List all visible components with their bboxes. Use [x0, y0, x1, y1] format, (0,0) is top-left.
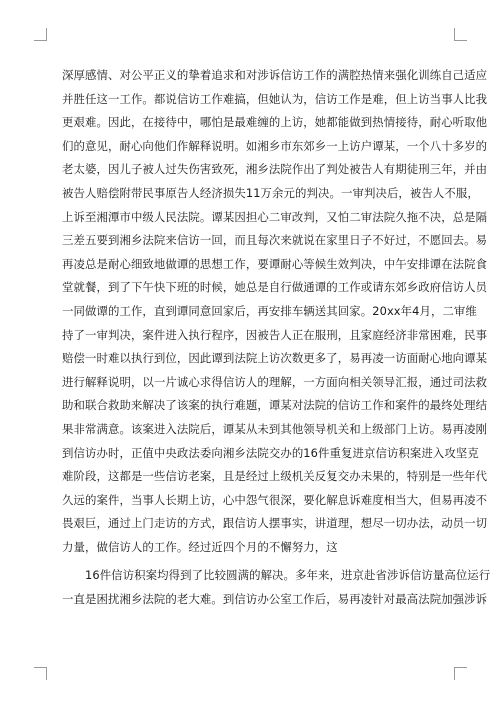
text-line: 一直是困扰湘乡法院的老大难。到信访办公室工作后，易再凌针对最高法院加强涉诉: [62, 592, 488, 607]
body-text: [62, 64, 491, 612]
paragraph-1: [62, 64, 488, 559]
text-line: 更艰难。因此，在接待中，哪怕是最难缠的上访，她都能做到热情接待，耐心听取他: [62, 115, 488, 130]
text-line: 果非常满意。该案进入法院后，谭某从未到其他领导机关和上级部门上访。易再凌刚: [62, 421, 488, 436]
text-line: 老太婆，因儿子被人过失伤害致死，湘乡法院作出了判处被告人有期徒刑三年，并由: [62, 162, 488, 177]
text-line: 被告人赔偿附带民事原告人经济损失11万余元的判决。一审判决后，被告人不服，: [62, 185, 479, 200]
text-line: 难阶段，这都是一些信访老案，且是经过上级机关反复交办未果的，特别是一些年代: [62, 469, 488, 484]
text-line: 进行解释说明，以一片诚心求得信访人的理解，一方面向相关领导汇报，通过司法救: [62, 374, 488, 389]
paragraph-2: [62, 564, 491, 611]
text-line: 三差五要到湘乡法院来信访一回，而且每次来就说在家里日子不好过，不愿回去。易: [62, 233, 488, 248]
text-line: 畏艰巨，通过上门走访的方式，跟信访人摆事实，讲道理，想尽一切办法，动员一切: [62, 516, 488, 531]
text-line: 持了一审判决，案件进入执行程序，因被告人正在服刑，且家庭经济非常困难，民事: [62, 327, 488, 342]
crop-mark-top-right: [454, 28, 467, 41]
text-line: 们的意见，耐心向他们作解释说明。如湘乡市东郊乡一上访户谭某，一个八十多岁的: [62, 138, 488, 153]
text-line: 再凌总是耐心细致地做谭的思想工作，要谭耐心等候生效判决，中午安排谭在法院食: [62, 256, 488, 271]
text-line: 赔偿一时难以执行到位，因此谭到法院上访次数更多了，易再凌一访面耐心地向谭某: [62, 351, 488, 366]
crop-mark-top-left: [34, 28, 47, 41]
text-line: 到信访办时，正值中央政法委向湘乡法院交办的16件重复进京信访积案进入攻坚克: [62, 445, 479, 460]
text-line: 上诉至湘潭市中级人民法院。谭某因担心二审改判，又怕二审法院久拖不决，总是隔: [62, 209, 488, 224]
text-line: 久远的案件，当事人长期上访，心中怨气很深，要化解息诉难度相当大，但易再凌不: [62, 492, 488, 507]
text-line: 助和联合救助来解决了该案的执行难题，谭某对法院的信访工作和案件的最终处理结: [62, 398, 488, 413]
text-line: 堂就餐，到了下午快下班的时候，她总是自行做通谭的工作或请东郊乡政府信访人员: [62, 280, 488, 295]
crop-mark-bottom-right: [454, 667, 467, 680]
text-line: 并胜任这一工作。都说信访工作难搞，但她认为，信访工作是难，但上访当事人比我: [62, 91, 488, 106]
text-line: 力量，做信访人的工作。经过近四个月的不懈努力，这: [62, 539, 338, 554]
text-line: 16件信访积案均得到了比较圆满的解决。多年来，进京赴省涉诉信访量高位运行: [85, 568, 491, 583]
crop-mark-bottom-left: [34, 667, 47, 680]
text-line: 一同做谭的工作，直到谭同意回家后，再安排车辆送其回家。20xx年4月，二审维: [62, 303, 477, 318]
text-line: 深厚感情、对公平正义的挚着追求和对涉诉信访工作的满腔热情来强化训练自己适应: [62, 68, 488, 82]
